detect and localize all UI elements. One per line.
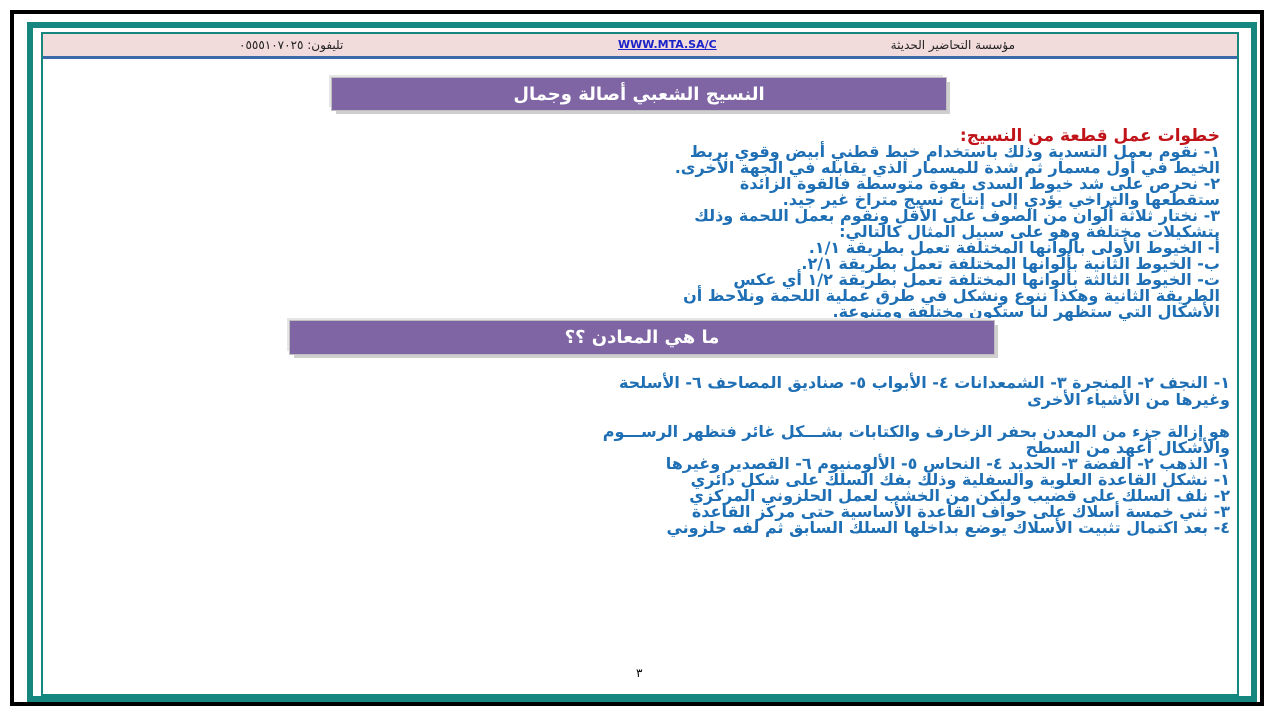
text-line: ٣- ثني خمسة أسلاك على حواف القاعدة الأساسية حتى مركز القاعدة (691, 502, 1230, 521)
text-line: الأشكال التي ستظهر لنا ستكون مختلفة ومتنوعة. (832, 302, 1220, 321)
page-header (43, 34, 1237, 59)
section2-title: ما هي المعادن ؟؟ (564, 327, 720, 348)
text-line: ١- الذهب ٢- الفضة ٣- الحديد ٤- النحاس ٥- الألومنيوم ٦- القصدير وغيرها (665, 454, 1230, 473)
section1-title-banner (332, 78, 946, 110)
section1-title: النسيج الشعبي أصالة وجمال (513, 83, 765, 105)
text-line: ٢- نحرص على شد خيوط السدى بقوة متوسطة فالقوة الزائدة (739, 174, 1220, 193)
text-line: ٣- نختار ثلاثة ألوان من الصوف على الأقل ونقوم بعمل اللحمة وذلك (694, 206, 1220, 225)
text-line: ١- النجف ٢- المنجرة ٣- الشمعدانات ٤- الأبواب ٥- صناديق المصاحف ٦- الأسلحة (618, 373, 1230, 392)
text-line: والأشكال أعهد من السطح (1025, 438, 1230, 457)
text-line: ٤- بعد اكتمال تثبيت الأسلاك يوضع بداخلها السلك السابق ثم لفه حلزوني (666, 518, 1230, 537)
text-line: ستقطعها والتراخي يؤدي إلى إنتاج نسيج متراخ غير جيد. (782, 190, 1220, 209)
metal-uses-text (619, 374, 1230, 408)
weaving-steps-text (675, 128, 1220, 320)
text-line: ب- الخيوط الثانية بألوانها المختلفة تعمل بطريقة ٢/١. (801, 254, 1220, 273)
text-line: ١- نقوم بعمل التسدية وذلك باستخدام خيط قطني أبيض وقوي بربط (689, 142, 1220, 161)
header-url-link[interactable]: WWW.MTA.SA/C (618, 38, 717, 51)
text-line: ٢- نلف السلك على قضيب وليكن من الخشب لعمل الحلزوني المركزي (689, 486, 1230, 505)
text-line: أ- الخيوط الأولى بألوانها المختلفة تعمل بطريقة ١/١. (808, 238, 1220, 257)
text-line: ت- الخيوط الثالثة بألوانها المختلفة تعمل بطريقة ١/٢ أي عكس (733, 270, 1220, 289)
metal-engraving-text (603, 424, 1230, 536)
text-line: الطريقة الثانية وهكذا ننوع ونشكل في طرق عملية اللحمة ونلاحظ أن (683, 286, 1220, 305)
text-line: ١- نشكل القاعدة العلوية والسفلية وذلك بفك السلك على شكل دائري (690, 470, 1230, 489)
weaving-steps-heading: خطوات عمل قطعة من النسيج: (959, 126, 1220, 146)
header-organization: مؤسسة التحاضير الحديثة (890, 38, 1015, 52)
text-line: وغيرها من الأشياء الأخرى (1027, 390, 1230, 409)
text-line: هو إزالة جزء من المعدن بحفر الزخارف والكتابات بشـــكل غائر فتظهر الرســـوم (602, 422, 1230, 441)
text-line: الخيط في أول مسمار ثم شدة للمسمار الذي يقابله في الجهة الأخرى. (674, 158, 1220, 177)
page-number: ٣ (636, 666, 643, 680)
section2-title-banner (290, 321, 994, 354)
header-phone: تليفون: ٠٥٥٥١٠٧٠٢٥ (239, 38, 344, 52)
text-line: بتشكيلات مختلفة وهو على سبيل المثال كالتالي: (839, 222, 1220, 241)
